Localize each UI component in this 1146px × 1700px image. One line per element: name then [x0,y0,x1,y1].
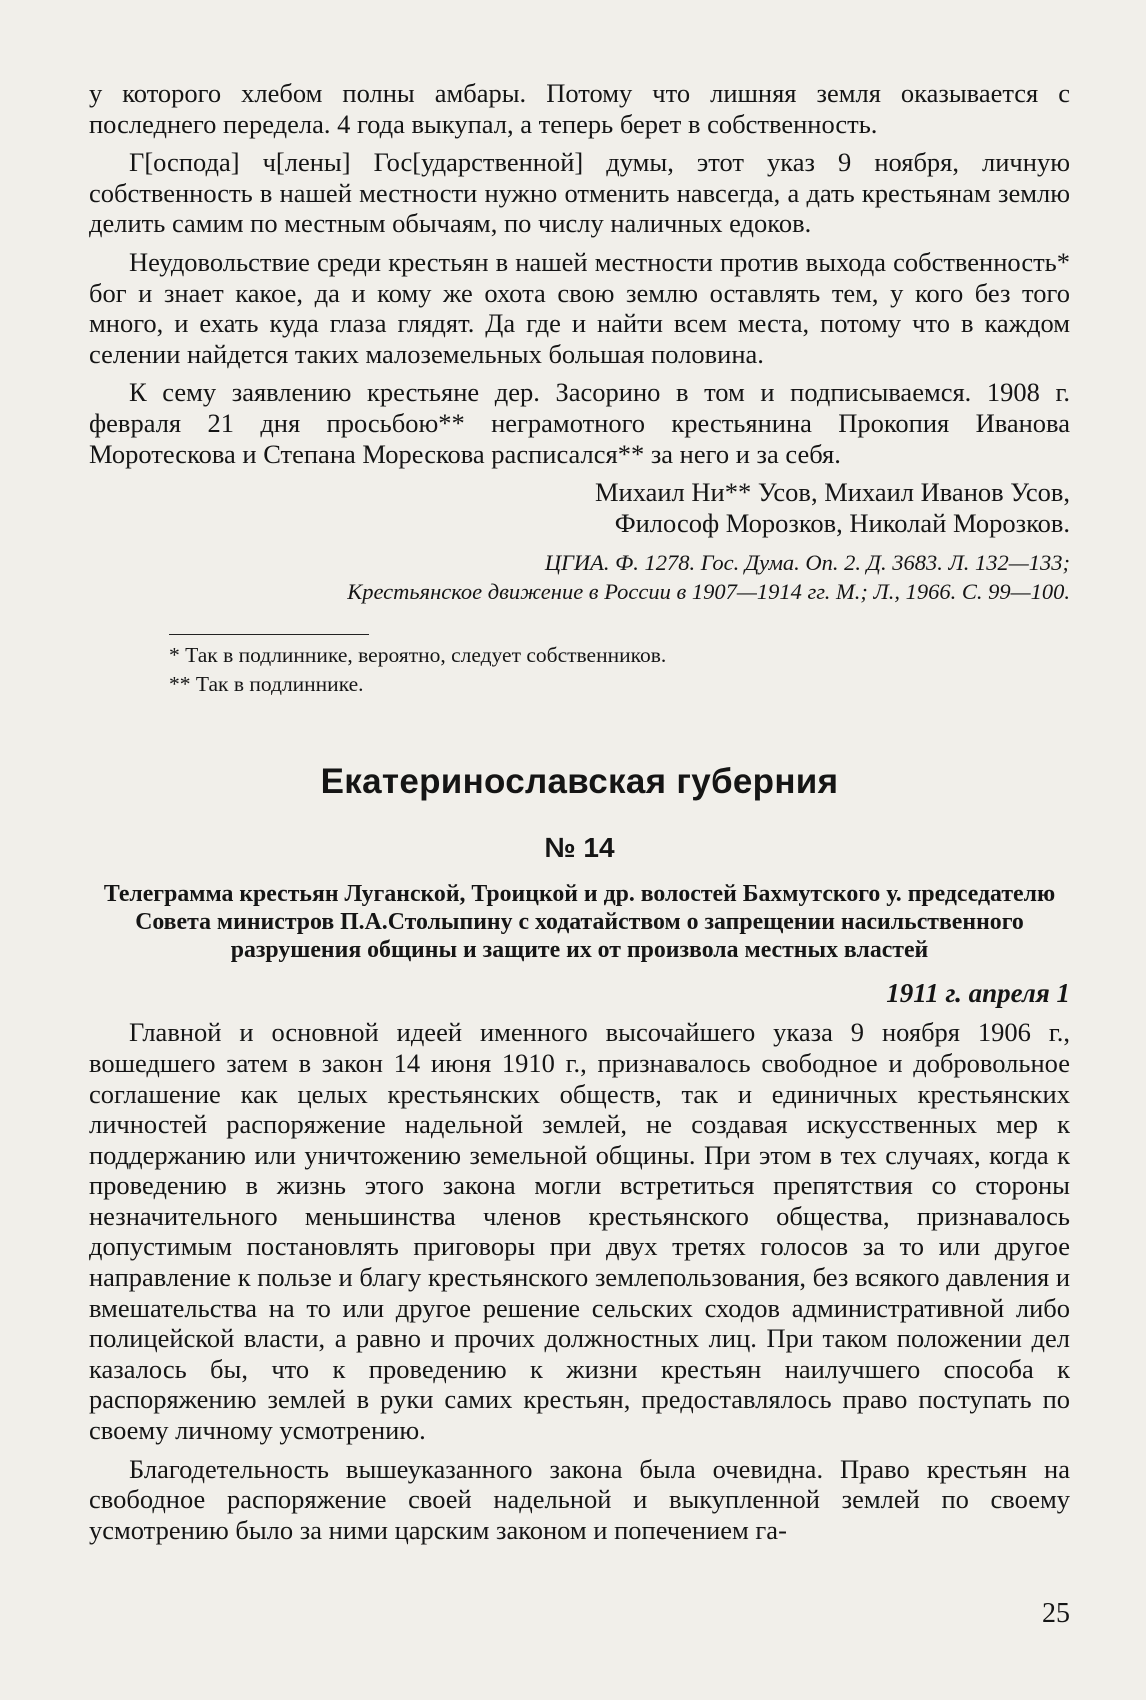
footnote: * Так в подлиннике, вероятно, следует собственников. [169,643,667,668]
archive-ref-line: Крестьянское движение в России в 1907—1914 гг. М.; Л., 1966. С. 99—100. [347,579,1070,605]
signatures [89,477,1070,538]
paragraph: Неудовольствие среди крестьян в нашей местности против выхода собственность* бог и знает какое, да и кому же охота свою землю оставлять тем, у кого без того много, и ехать куда глаза глядят. Да где и найти всем места, потому что в каждом селении найдется таких малоземельных большая половина. [89,246,1070,369]
page-number: 25 [1042,1598,1070,1629]
paragraph: К сему заявлению крестьяне дер. Засорино в том и подписываемся. 1908 г. февраля 21 дня просьбою** неграмотного крестьянина Прокопия Иванова Моротескова и Степана Морескова расписался** за него и за себя. [89,377,1070,469]
footnote: ** Так в подлиннике. [169,672,364,697]
document-title: Телеграмма крестьян Луганской, Троицкой и др. волостей Бахмутского у. председателю Совета министров П.А.Столыпину с ходатайством о запрещении насильственного разрушения общины и защите их от произвола местных властей [103,881,1056,964]
paragraph: Г[оспода] ч[лены] Гос[ударственной] думы, этот указ 9 ноября, личную собственность в нашей местности нужно отменить навсегда, а дать крестьянам землю делить самим по местным обычаям, по числу наличных едоков. [89,147,1070,239]
signature-line: Философ Морозков, Николай Морозков. [614,507,1070,538]
paragraph: Благодетельность вышеуказанного закона была очевидна. Право крестьян на свободное распоряжение своей надельной и выкупленной землей по своему усмотрению было за ними царским законом и попечением га- [89,1453,1070,1545]
main-text-block [89,1017,1070,1545]
signature-line: Михаил Ни** Усов, Михаил Иванов Усов, [594,477,1070,508]
archive-ref-line: ЦГИА. Ф. 1278. Гос. Дума. Оп. 2. Д. 3683. Л. 132—133; [544,550,1070,576]
archive-reference [89,548,1070,606]
section-heading: Екатеринославская губерния [320,762,839,802]
document-number: № 14 [544,832,615,864]
paragraph-continuation: у которого хлебом полны амбары. Потому что лишняя земля оказывается с последнего передела. 4 года выкупал, а теперь берет в собственность. [89,78,1070,139]
paragraph: Главной и основной идеей именного высочайшего указа 9 ноября 1906 г., вошедшего затем в закон 14 июня 1910 г., признавалось свободное и добровольное соглашение как целых крестьянских обществ, так и единичных крестьянских личностей распоряжение надельной землей, не создавая искусственных мер к поддержанию или уничтожению земельной общины. При этом в тех случаях, когда к проведению в жизнь этого закона могли встретиться препятствия со стороны незначительного меньшинства членов крестьянского общества, признавалось допустимым постановлять приговоры при двух третях голосов за то или другое направление к пользе и благу крестьянского землепользования, без всякого давления и вмешательства на то или другое решение сельских сходов административной либо полицейской власти, а равно и прочих должностных лиц. При таком положении дел казалось бы, что к проведению к жизни крестьян наилучшего способа к распоряжению землей в руки самих крестьян, предоставлялось право поступать по своему личному усмотрению. [89,1017,1070,1446]
footnote-divider [169,634,369,635]
top-text-block [89,78,1070,469]
footnotes [89,641,1070,699]
document-date: 1911 г. апреля 1 [886,978,1070,1009]
